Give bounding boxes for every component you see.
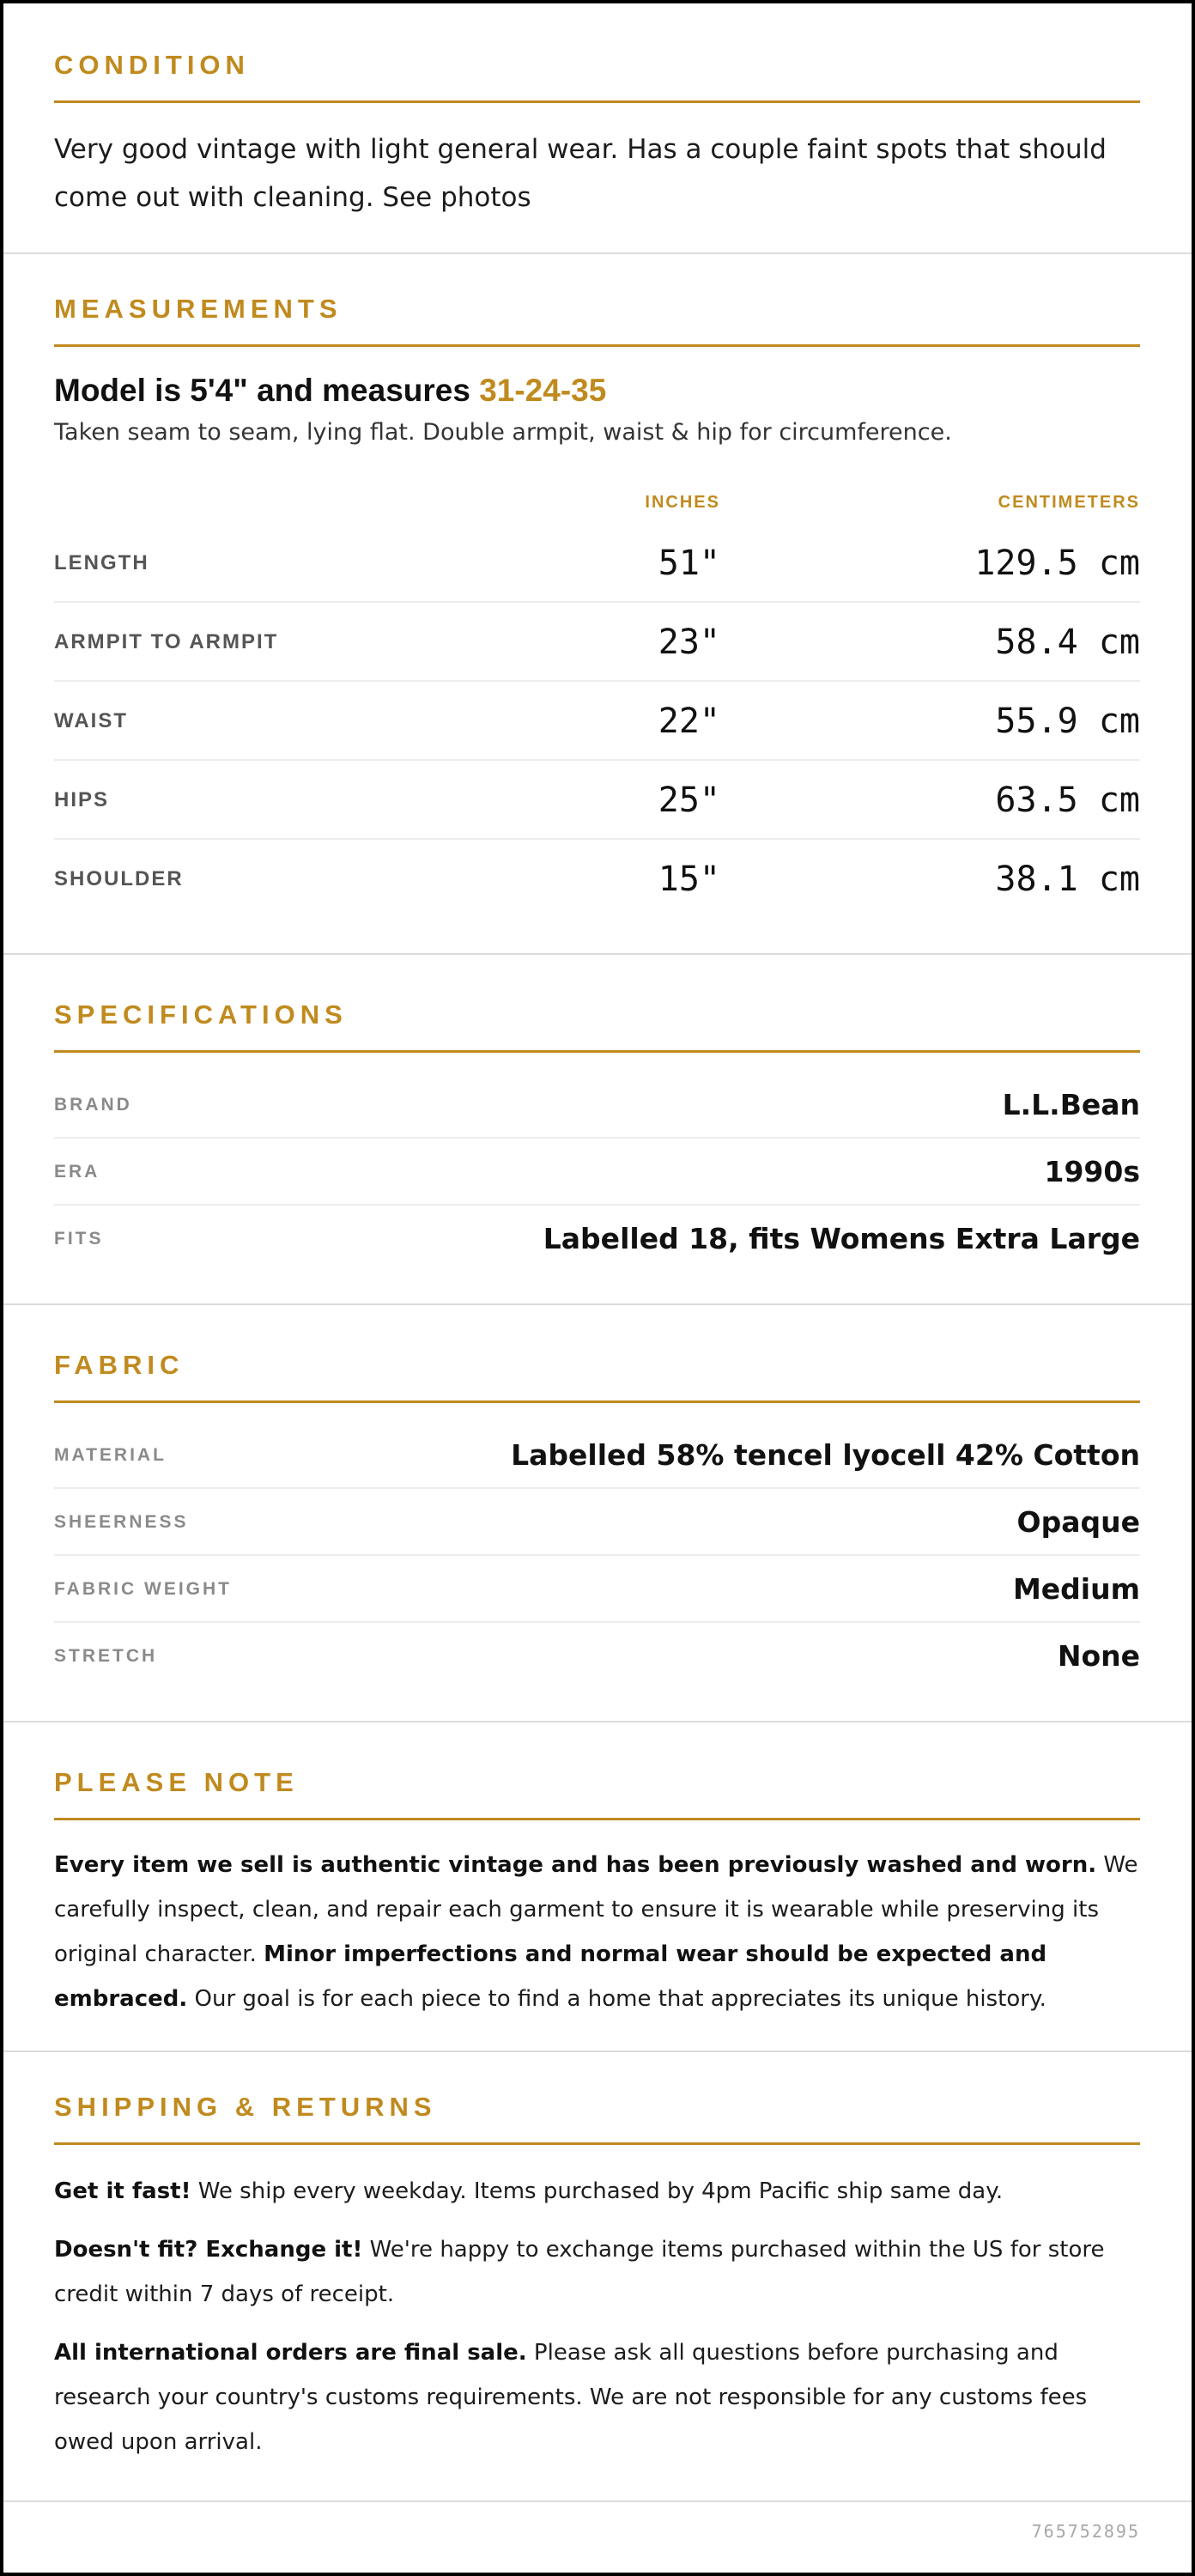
shipping-text-1: We ship every weekday. Items purchased by 4pm Pacific ship same day. xyxy=(191,2178,1004,2204)
spec-label: FITS xyxy=(54,1229,104,1249)
specifications-section xyxy=(3,955,1192,1305)
model-prefix: Model is 5'4" and measures xyxy=(54,373,480,408)
fabric-value: Opaque xyxy=(1016,1505,1140,1539)
measurement-cm: 55.9 cm xyxy=(995,702,1140,741)
measurement-cm: 38.1 cm xyxy=(995,860,1140,899)
reference-id: 765752895 xyxy=(1031,2521,1140,2542)
measurement-label: WAIST xyxy=(54,709,128,732)
spec-label: BRAND xyxy=(54,1095,132,1115)
fabric-row xyxy=(54,1623,1140,1690)
model-measures: 31-24-35 xyxy=(479,373,607,408)
measurements-subtitle: Taken seam to seam, lying flat. Double armpit, waist & hip for circumference. xyxy=(54,419,952,446)
measurement-label: ARMPIT TO ARMPIT xyxy=(54,630,279,653)
fabric-label: SHEERNESS xyxy=(54,1512,189,1532)
shipping-paragraph-1 xyxy=(54,2169,1140,2214)
fabric-label: FABRIC WEIGHT xyxy=(54,1579,232,1599)
measurements-section xyxy=(3,254,1192,955)
please-note-section xyxy=(3,1722,1192,2052)
spec-row xyxy=(54,1072,1140,1139)
measurement-label: HIPS xyxy=(54,788,110,811)
please-note-heading: PLEASE NOTE xyxy=(54,1765,1140,1820)
measurement-cm: 58.4 cm xyxy=(995,623,1140,662)
measurement-row xyxy=(54,840,1140,919)
measurement-label: SHOULDER xyxy=(54,867,184,890)
spec-label: ERA xyxy=(54,1162,100,1182)
shipping-bold-3: All international orders are final sale. xyxy=(54,2340,527,2366)
fabric-row xyxy=(54,1422,1140,1489)
specifications-heading: SPECIFICATIONS xyxy=(54,998,1140,1053)
measurement-label: LENGTH xyxy=(54,551,149,574)
spec-value: Labelled 18, fits Womens Extra Large xyxy=(543,1222,1140,1255)
shipping-text-2: We're happy to exchange items purchased within the US for store credit within 7 days of receipt. xyxy=(54,2237,1105,2307)
fabric-value: Medium xyxy=(1012,1572,1140,1606)
note-text-2: Our goal is for each piece to find a home that appreciates its unique history. xyxy=(187,1986,1046,2012)
shipping-heading: SHIPPING & RETURNS xyxy=(54,2090,1140,2145)
shipping-paragraph-3 xyxy=(54,2330,1140,2464)
note-text-1: We carefully inspect, clean, and repair each garment to ensure it is wearable while preserving its original character. xyxy=(54,1852,1138,1967)
measurement-inches: 15" xyxy=(658,860,720,899)
condition-heading: CONDITION xyxy=(54,48,1140,103)
shipping-paragraph-2 xyxy=(54,2227,1140,2317)
measurement-inches: 22" xyxy=(658,702,720,741)
spec-value: L.L.Bean xyxy=(1002,1088,1140,1121)
measurement-cm: 63.5 cm xyxy=(995,781,1140,820)
fabric-label: MATERIAL xyxy=(54,1445,167,1465)
spec-row xyxy=(54,1206,1140,1273)
fabric-row xyxy=(54,1489,1140,1556)
centimeters-column-header: CENTIMETERS xyxy=(998,493,1140,512)
fabric-section xyxy=(3,1305,1192,1722)
model-measurements-title xyxy=(54,373,606,409)
measurement-cm: 129.5 cm xyxy=(974,544,1140,583)
measurements-heading: MEASUREMENTS xyxy=(54,292,1140,347)
shipping-bold-1: Get it fast! xyxy=(54,2178,191,2204)
condition-section xyxy=(3,3,1192,254)
fabric-value: None xyxy=(1057,1639,1140,1673)
shipping-bold-2: Doesn't fit? Exchange it! xyxy=(54,2237,363,2263)
spec-row xyxy=(54,1139,1140,1206)
fabric-heading: FABRIC xyxy=(54,1348,1140,1403)
measurement-row xyxy=(54,524,1140,603)
fabric-label: STRETCH xyxy=(54,1646,158,1666)
measurement-inches: 25" xyxy=(658,781,720,820)
spec-value: 1990s xyxy=(1044,1155,1140,1188)
measurement-inches: 23" xyxy=(658,623,720,662)
measurement-row xyxy=(54,603,1140,682)
condition-text: Very good vintage with light general wear. Has a couple faint spots that should come out with cleaning. See photos xyxy=(54,134,1107,213)
measurement-inches: 51" xyxy=(658,544,720,583)
fabric-value: Labelled 58% tencel lyocell 42% Cotton xyxy=(511,1438,1140,1472)
note-bold-2: Minor imperfections and normal wear should be expected and embraced. xyxy=(54,1941,1047,2012)
fabric-row xyxy=(54,1556,1140,1623)
measurement-row xyxy=(54,682,1140,761)
shipping-section xyxy=(3,2052,1192,2502)
measurement-row xyxy=(54,761,1140,840)
shipping-text-3: Please ask all questions before purchasing and research your country's customs requirements. We are not responsible for any customs fees owed upon arrival. xyxy=(54,2340,1088,2455)
please-note-text xyxy=(54,1843,1140,2021)
inches-column-header: INCHES xyxy=(645,493,720,512)
note-bold-1: Every item we sell is authentic vintage and has been previously washed and worn. xyxy=(54,1852,1097,1878)
